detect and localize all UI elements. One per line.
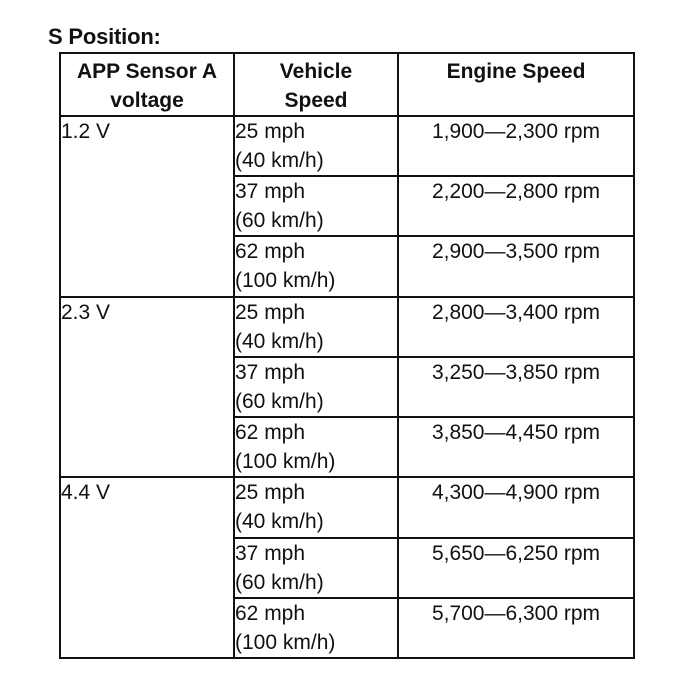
speed-mph: 62 mph (235, 240, 306, 264)
table-row (60, 116, 634, 176)
speed-kmh: (40 km/h) (235, 149, 324, 172)
speed-mph: 37 mph (235, 180, 306, 204)
engine-speed-table (59, 52, 635, 659)
speed-mph: 37 mph (235, 541, 306, 565)
speed-cell (234, 477, 398, 537)
engine-speed-cell: 4,300—4,900 rpm (398, 477, 634, 537)
table-row (60, 297, 634, 357)
header-row (60, 53, 634, 116)
engine-speed-cell: 1,900—2,300 rpm (398, 116, 634, 176)
header-speed (234, 53, 398, 116)
speed-kmh: (100 km/h) (235, 450, 336, 474)
speed-mph: 25 mph (235, 120, 306, 143)
header-voltage-line-2: voltage (110, 89, 184, 112)
speed-kmh: (40 km/h) (235, 510, 324, 534)
speed-mph: 62 mph (235, 601, 306, 625)
engine-speed-cell: 3,250—3,850 rpm (398, 357, 634, 417)
speed-kmh: (100 km/h) (235, 269, 336, 293)
engine-speed-cell: 2,900—3,500 rpm (398, 236, 634, 296)
section-heading: S Position: (48, 24, 161, 49)
speed-mph: 25 mph (235, 481, 306, 505)
voltage-cell: 4.4 V (60, 477, 234, 658)
speed-kmh: (40 km/h) (235, 329, 324, 353)
speed-cell (234, 236, 398, 296)
speed-cell (234, 297, 398, 357)
header-speed-line-2: Speed (284, 89, 348, 112)
table-row (60, 477, 634, 537)
engine-speed-cell: 2,200—2,800 rpm (398, 176, 634, 236)
engine-speed-cell: 2,800—3,400 rpm (398, 297, 634, 357)
engine-speed-cell: 3,850—4,450 rpm (398, 417, 634, 477)
header-voltage (60, 53, 234, 116)
speed-cell (234, 538, 398, 598)
speed-kmh: (60 km/h) (235, 389, 324, 413)
header-voltage-line-1: APP Sensor A (76, 60, 218, 83)
engine-speed-cell: 5,650—6,250 rpm (398, 538, 634, 598)
speed-cell (234, 116, 398, 176)
header-speed-line-1: Vehicle (279, 60, 353, 83)
speed-kmh: (60 km/h) (235, 570, 324, 594)
speed-cell (234, 417, 398, 477)
speed-kmh: (100 km/h) (235, 630, 336, 654)
engine-speed-cell: 5,700—6,300 rpm (398, 598, 634, 658)
speed-cell (234, 598, 398, 658)
speed-mph: 37 mph (235, 360, 306, 384)
voltage-cell: 1.2 V (60, 116, 234, 297)
header-engine-speed (398, 53, 634, 116)
voltage-cell: 2.3 V (60, 297, 234, 478)
speed-cell (234, 176, 398, 236)
speed-mph: 25 mph (235, 300, 306, 324)
speed-cell (234, 357, 398, 417)
speed-mph: 62 mph (235, 421, 306, 445)
speed-kmh: (60 km/h) (235, 209, 324, 233)
header-engine-line-1: Engine Speed (446, 60, 586, 83)
